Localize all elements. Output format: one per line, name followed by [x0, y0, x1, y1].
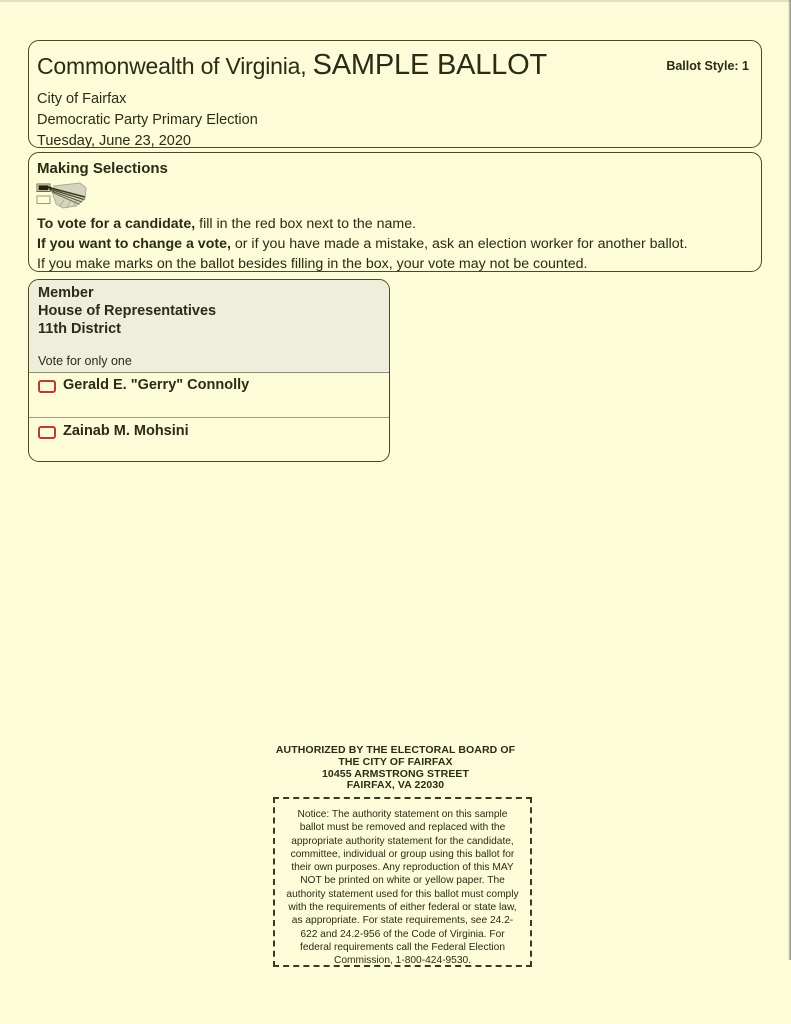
authorization-line-1: AUTHORIZED BY THE ELECTORAL BOARD OF — [275, 744, 516, 756]
vote-target-box[interactable] — [38, 380, 56, 393]
candidate-name: Gerald E. "Gerry" Connolly — [63, 377, 250, 393]
jurisdiction-label: City of Fairfax — [37, 91, 127, 107]
election-date-label: Tuesday, June 23, 2020 — [37, 133, 191, 149]
making-selections-box — [28, 152, 762, 272]
notice-text: Notice: The authority statement on this sample ballot must be removed and replaced with the appropriate authority statement for the candidate, committee, individual or group using this ballot for their own purposes. Any reproduction of this MAY NOT be printed on white or yellow paper. The authority statement used for this ballot must comply with the requirements of either federal or state law, as appropriate. For state requirements, see 24.2-622 and 24.2-956 of the Code of Virginia. For federal requirements call the Federal Election Commission, 1-800-424-9530. — [286, 809, 519, 967]
instruction-line-vote-bold: To vote for a candidate, — [37, 216, 196, 232]
making-selections-heading: Making Selections — [37, 160, 168, 177]
notice-box — [273, 797, 532, 967]
contest-office-line-3: 11th District — [38, 321, 121, 337]
authorization-line-4: FAIRFAX, VA 22030 — [346, 779, 445, 792]
instruction-line-change-bold: If you want to change a vote, — [37, 236, 231, 252]
candidate-row[interactable] — [29, 373, 389, 418]
authorization-line-3: 10455 ARMSTRONG STREET — [321, 767, 470, 780]
ballot-title-commonwealth: Commonwealth of Virginia, — [37, 53, 307, 79]
contest-office-line-2: House of Representatives — [38, 303, 217, 319]
instruction-line-vote-rest: fill in the red box next to the name. — [195, 216, 417, 232]
ballot-title-row — [37, 49, 755, 89]
page-edge-top — [0, 0, 791, 2]
instruction-line-marks: If you make marks on the ballot besides filling in the box, your vote may not be counted. — [37, 256, 588, 272]
ballot-title-sample-ballot: SAMPLE BALLOT — [312, 49, 547, 81]
contest-header — [29, 280, 389, 373]
page-title — [37, 49, 547, 82]
candidate-name: Zainab M. Mohsini — [63, 423, 189, 439]
authorization-line-2: THE CITY OF FAIRFAX — [338, 755, 453, 768]
ballot-header-box — [28, 40, 762, 148]
authorization-statement — [0, 745, 791, 792]
vote-for-instruction: Vote for only one — [38, 354, 132, 368]
instruction-line-change-rest: or if you have made a mistake, ask an election worker for another ballot. — [230, 236, 688, 252]
vote-target-box[interactable] — [38, 426, 56, 439]
hand-with-pen-filling-box-icon — [36, 182, 88, 213]
election-name-label: Democratic Party Primary Election — [37, 112, 258, 128]
ballot-style-label: Ballot Style: 1 — [666, 59, 749, 73]
contest-box-house-of-representatives — [28, 279, 390, 462]
instruction-line-change — [37, 236, 688, 252]
instruction-line-vote — [37, 216, 416, 232]
contest-office-line-1: Member — [38, 285, 94, 301]
candidate-row[interactable] — [29, 419, 389, 462]
